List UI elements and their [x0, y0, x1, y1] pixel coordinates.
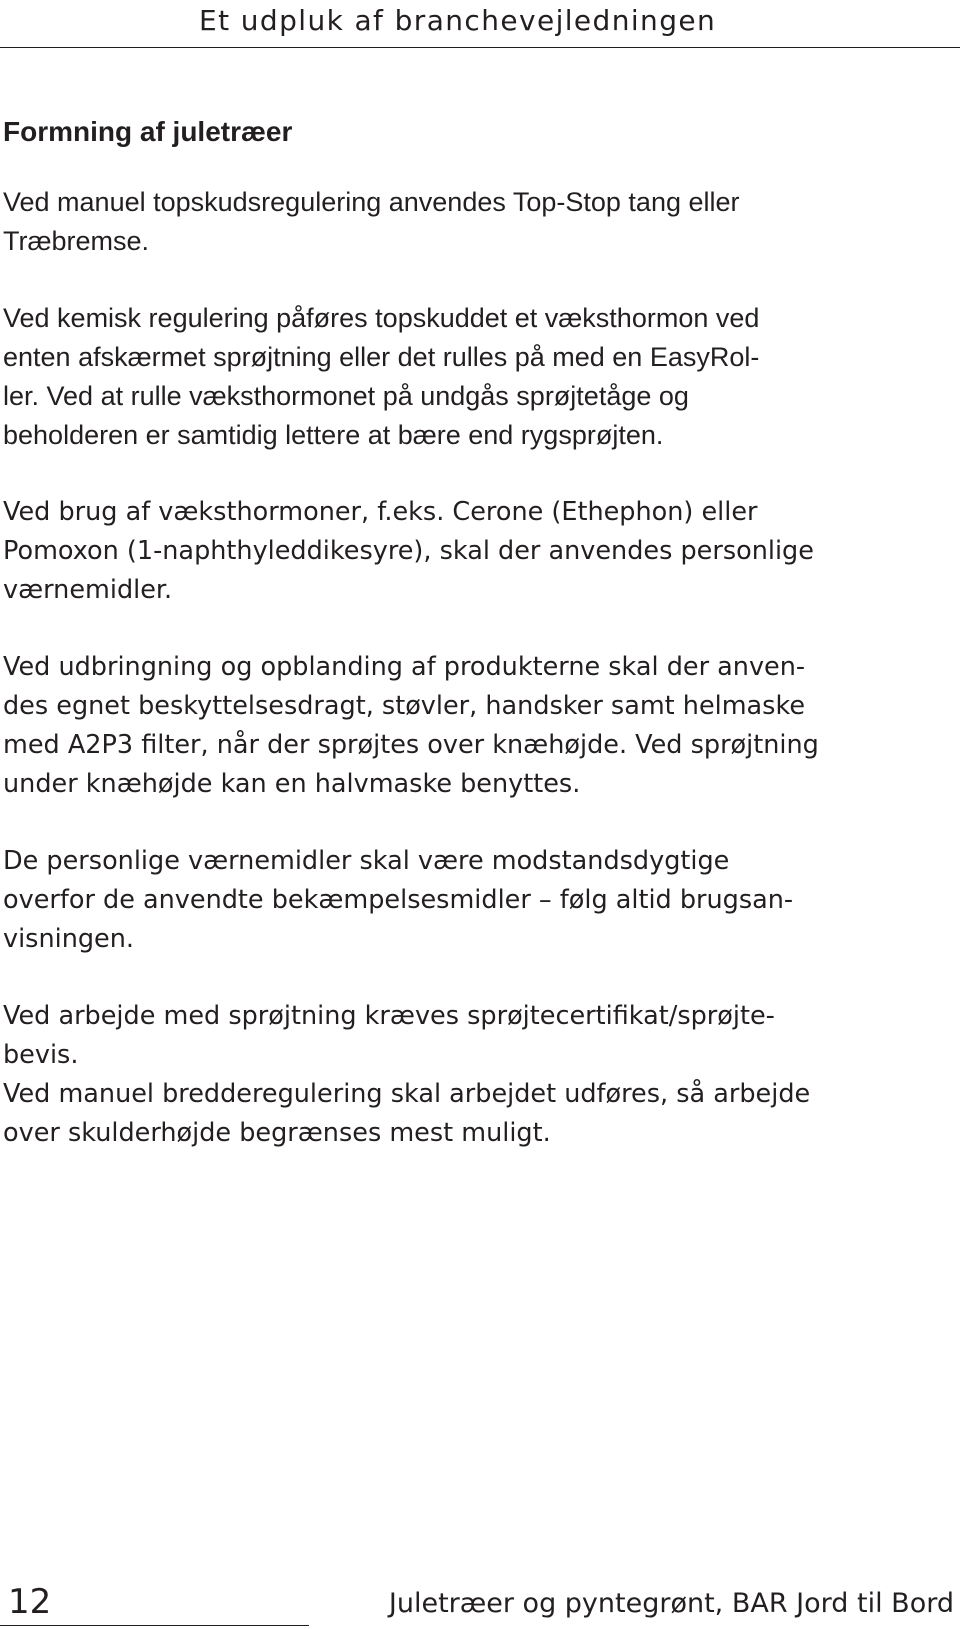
running-header: Et udpluk af branchevejledningen — [199, 4, 717, 37]
paragraph-resistant-equipment — [3, 842, 958, 959]
footer-rule — [0, 1625, 309, 1626]
text-line: bevis. — [3, 1040, 79, 1070]
text-line: Træbremse. — [3, 226, 150, 256]
text-line: Ved kemisk regulering påføres topskuddet et væksthormon ved — [3, 303, 760, 333]
text-line: under knæhøjde kan en halvmaske benyttes. — [3, 769, 581, 799]
paragraph-growth-hormones — [3, 493, 958, 610]
text-line: De personlige værnemidler skal være modstandsdygtige — [3, 846, 730, 876]
text-line: med A2P3 filter, når der sprøjtes over knæhøjde. Ved sprøjtning — [3, 730, 819, 760]
main-content — [3, 112, 958, 1191]
section-title: Formning af juletræer — [3, 116, 293, 147]
paragraph-manual-top-regulation — [3, 183, 958, 261]
text-line: Ved brug af væksthormoner, f.eks. Cerone (Ethephon) eller — [3, 497, 758, 527]
paragraph-spray-certificate — [3, 997, 958, 1075]
page-number: 12 — [8, 1582, 52, 1622]
text-line: Ved udbringning og opblanding af produkterne skal der anven- — [3, 652, 806, 682]
text-line: visningen. — [3, 924, 135, 954]
text-line: Pomoxon (1-naphthyleddikesyre), skal der anvendes personlige — [3, 536, 814, 566]
text-line: enten afskærmet sprøjtning eller det rulles på med en EasyRol- — [3, 342, 760, 372]
text-line: Ved arbejde med sprøjtning kræves sprøjtecertifikat/sprøjte- — [3, 1001, 775, 1031]
text-line: ler. Ved at rulle væksthormonet på undgås sprøjtetåge og — [3, 381, 689, 411]
paragraph-protective-equipment — [3, 648, 958, 804]
text-line: over skulderhøjde begrænses mest muligt. — [3, 1118, 551, 1148]
text-line: overfor de anvendte bekæmpelsesmidler – følg altid brugsan- — [3, 885, 794, 915]
text-line: værnemidler. — [3, 575, 173, 605]
footer-publication-title: Juletræer og pyntegrønt, BAR Jord til Bord — [388, 1588, 954, 1619]
text-line: beholderen er samtidig lettere at bære end rygsprøjten. — [3, 420, 664, 450]
paragraph-width-regulation — [3, 1075, 958, 1153]
text-line: des egnet beskyttelsesdragt, støvler, handsker samt helmaske — [3, 691, 806, 721]
text-line: Ved manuel topskudsregulering anvendes Top-Stop tang eller — [3, 187, 740, 217]
text-line: Ved manuel bredderegulering skal arbejdet udføres, så arbejde — [3, 1079, 811, 1109]
paragraph-chemical-regulation — [3, 299, 958, 455]
